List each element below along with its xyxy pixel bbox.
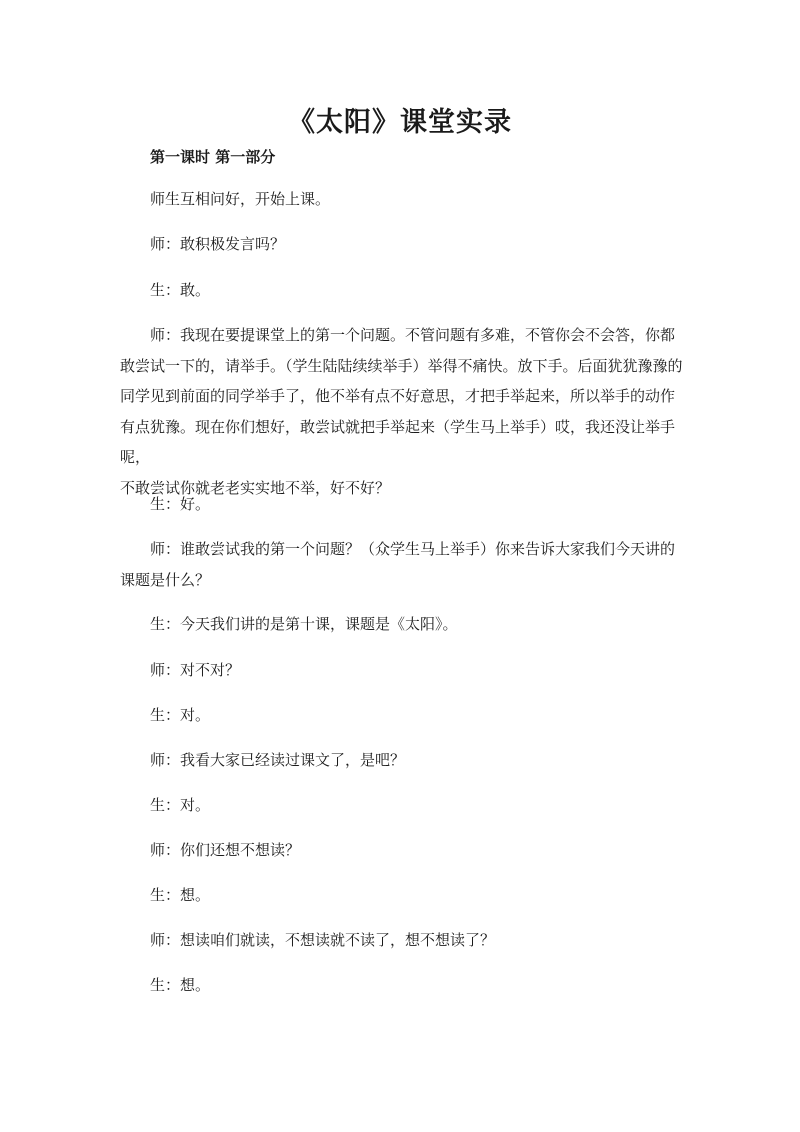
paragraph bbox=[120, 320, 690, 503]
paragraph: 生：想。 bbox=[150, 976, 211, 994]
paragraph bbox=[120, 534, 690, 595]
paragraph: 师：敢积极发言吗？ bbox=[150, 235, 286, 253]
paragraph: 生：敢。 bbox=[150, 281, 211, 299]
paragraph: 生：对。 bbox=[150, 706, 211, 724]
paragraph: 师：对不对？ bbox=[150, 661, 241, 679]
paragraph-line: 有点犹豫。现在你们想好，敢尝试就把手举起来（学生马上举手）哎，我还没让举手呢， bbox=[120, 417, 676, 466]
paragraph: 师生互相问好，开始上课。 bbox=[150, 190, 331, 208]
paragraph-line: 师：我现在要提课堂上的第一个问题。不管问题有多难，不管你会不会答，你都 bbox=[150, 326, 676, 344]
paragraph: 师：想读咱们就读，不想读就不读了，想不想读了？ bbox=[150, 931, 496, 949]
document-title: 《太阳》课堂实录 bbox=[288, 107, 512, 138]
paragraph: 生：好。 bbox=[150, 495, 211, 513]
paragraph-line: 不敢尝试你就老老实实地不举，好不好？ bbox=[120, 478, 391, 497]
paragraph-line: 师：谁敢尝试我的第一个问题？（众学生马上举手）你来告诉大家我们今天讲的 bbox=[150, 540, 676, 558]
paragraph-line: 敢尝试一下的，请举手。（学生陆陆续续举手）举得不痛快。放下手。后面犹犹豫豫的 bbox=[120, 356, 683, 375]
paragraph: 生：今天我们讲的是第十课，课题是《太阳》。 bbox=[150, 615, 458, 633]
paragraph: 生：对。 bbox=[150, 796, 211, 814]
paragraph: 师：我看大家已经读过课文了，是吧？ bbox=[150, 751, 406, 769]
paragraph-line: 课题是什么？ bbox=[120, 570, 211, 589]
paragraph-line: 同学见到前面的同学举手了，他不举有点不好意思，才把手举起来，所以举手的动作 bbox=[120, 387, 676, 405]
paragraph: 生：想。 bbox=[150, 886, 211, 904]
paragraph: 师：你们还想不想读？ bbox=[150, 841, 301, 859]
section-heading: 第一课时 第一部分 bbox=[150, 148, 276, 166]
